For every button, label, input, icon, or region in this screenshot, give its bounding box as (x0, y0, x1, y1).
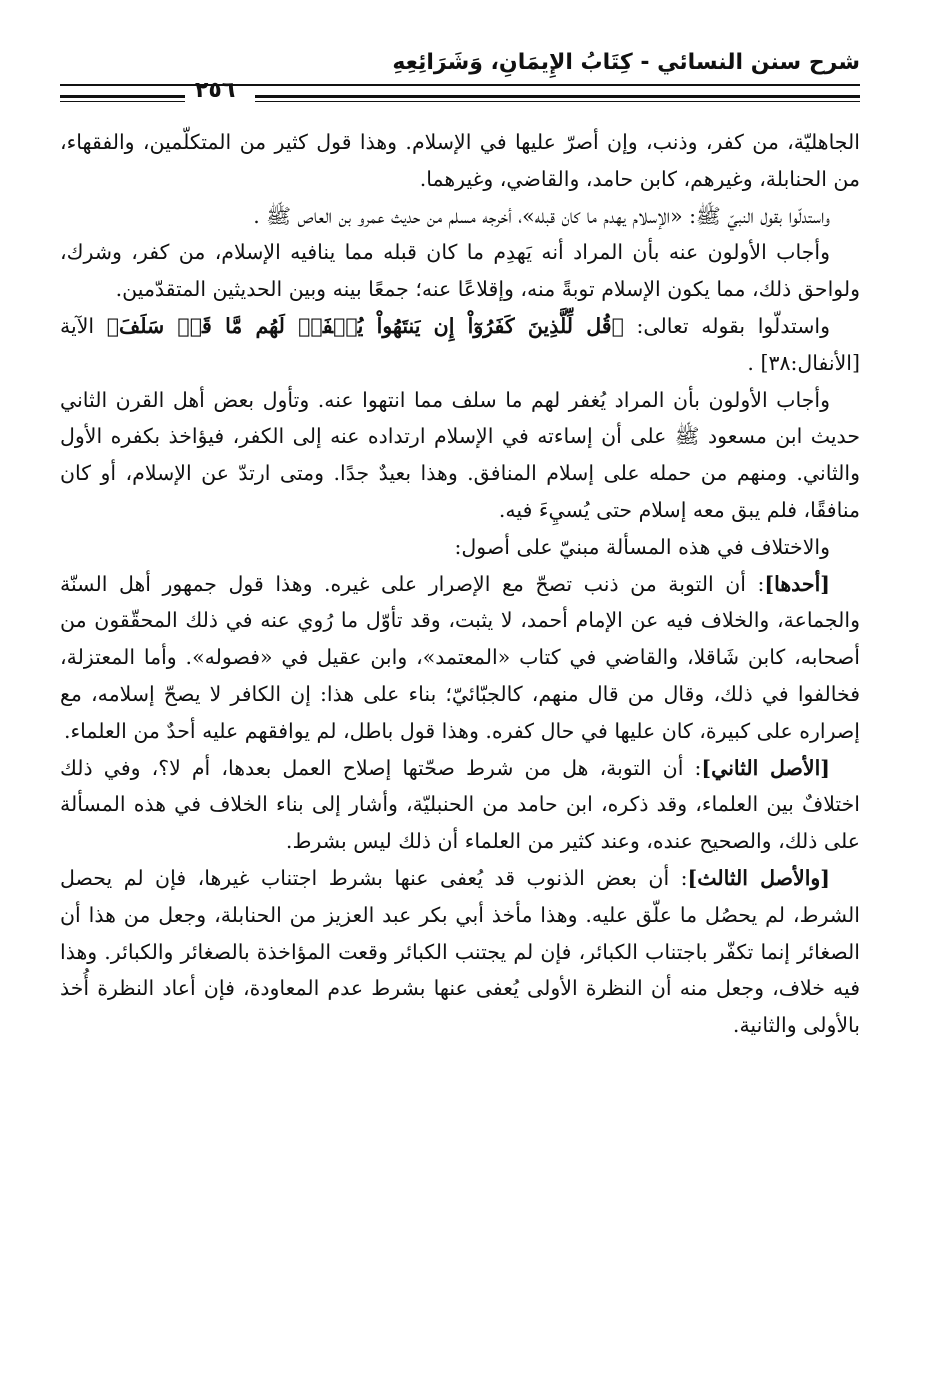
verse-reference: الآية [الأنفال:٣٨] . (60, 313, 860, 375)
paragraph-with-quran-verse (60, 308, 860, 382)
running-title: شرح سنن النسائي - كِتَابُ الإِيمَانِ، وَشَرَائِعِهِ (392, 50, 860, 75)
header-rule (60, 84, 860, 86)
paragraph-principle-1 (60, 566, 860, 750)
paragraph: والاختلاف في هذه المسألة مبنيّ على أصول: (454, 534, 830, 559)
body-text (60, 124, 860, 1044)
page-number: ٢٥٦ (195, 78, 236, 103)
principle-label: [أحدها] (764, 571, 830, 596)
paragraph: وأجاب الأولون بأن المراد يُغفر لهم ما سلف مما انتهوا عنه. وتأول بعض أهل القرن الثاني حديث ابن مسعود ﷺ على أن إساءته في الإسلام ارتداده عنه إلى الكفر، فيؤاخذ بكفره الأول والثاني. ومنهم من حمله على إسلام المنافق. وهذا بعيدٌ جدًا. ومتى ارتدّ عن الإسلام، أو كان منافقًا، فلم يبق معه إسلام حتى يُسيِءَ فيه. (60, 387, 860, 522)
page-header (60, 40, 860, 110)
paragraph-principle-2 (60, 750, 860, 860)
principle-label: [الأصل الثاني] (701, 755, 830, 780)
book-page (60, 40, 860, 1340)
paragraph-principle-3 (60, 860, 860, 1044)
paragraph: وأجاب الأولون عنه بأن المراد أنه يَهدِم ما كان قبله مما ينافيه الإسلام، من كفر، وشرك، ولواحق ذلك، مما يكون الإسلام توبةً منه، وإقلاعًا عنه؛ جمعًا بينه وبين الحديثين المتقدّمين. (60, 240, 860, 302)
header-double-rule (255, 95, 860, 98)
paragraph: واستدلّوا بقول النبيّ ﷺ: «الإسلام يهدم ما كان قبله»، أخرجه مسلم من حديث عمرو بن العاص ﷺ . (253, 203, 830, 228)
header-double-rule-left (60, 95, 185, 98)
header-double-rule-left-thin (60, 101, 185, 102)
paragraph-text: واستدلّوا بقوله تعالى: (623, 313, 830, 338)
header-double-rule-thin (255, 101, 860, 102)
principle-text: : أن بعض الذنوب قد يُعفى عنها بشرط اجتناب غيرها، فإن لم يحصل الشرط، لم يحصُل ما علّق عليه. وهذا مأخذ أبي بكر عبد العزيز من الحنابلة، وجعل من هذا أن الصغائر إنما تكفّر باجتناب الكبائر، فإن لم يجتنب الكبائر وقعت المؤاخذة بالصغائر والكبائر. وهذا فيه خلاف، وجعل منه أن النظرة الأولى يُعفى عنها بشرط عدم المعاودة، فإن أعاد النظرة أُخذ بالأولى والثانية. (60, 865, 860, 1038)
principle-text: : أن التوبة من ذنب تصحّ مع الإصرار على غيره. وهذا قول جمهور أهل السنّة والجماعة، والخلاف فيه عن الإمام أحمد، لا يثبت، وقد تأوّل ما رُوي عنه في ذلك المحقّقون من أصحابه، كابن شَاقلا، والقاضي في كتاب «المعتمد»، وابن عقيل في «فصوله». وأما المعتزلة، فخالفوا في ذلك، وقال من قال منهم، كالجبّائيّ؛ بناء على هذا: إن الكافر لا يصحّ إسلامه، مع إصراره على كبيرة، كان عليها في حال كفره. وهذا قول باطل، لم يوافقهم عليه أحدٌ من العلماء. (60, 571, 860, 743)
paragraph: الجاهليّة، من كفر، وذنب، وإن أصرّ عليها في الإسلام. وهذا قول كثير من المتكلّمين، والفقهاء، من الحنابلة، وغيرهم، كابن حامد، والقاضي، وغيرهما. (60, 130, 860, 191)
quran-verse: ﴿قُل لِّلَّذِينَ كَفَرُوٓاْ إِن يَنتَهُواْ يُغۡفَرۡ لَهُم مَّا قَدۡ سَلَفَ﴾ (106, 313, 624, 338)
principle-label: [والأصل الثالث] (687, 865, 830, 890)
principle-text: : أن التوبة، هل من شرط صحّتها إصلاح العمل بعدها، أم لا؟، وفي ذلك اختلافٌ بين العلماء، وقد ذكره، ابن حامد من الحنبليّة، وأشار إلى بناء الخلاف في هذه المسألة على ذلك، والصحيح عنده، وعند كثير من العلماء أن ذلك ليس بشرط. (60, 755, 860, 854)
